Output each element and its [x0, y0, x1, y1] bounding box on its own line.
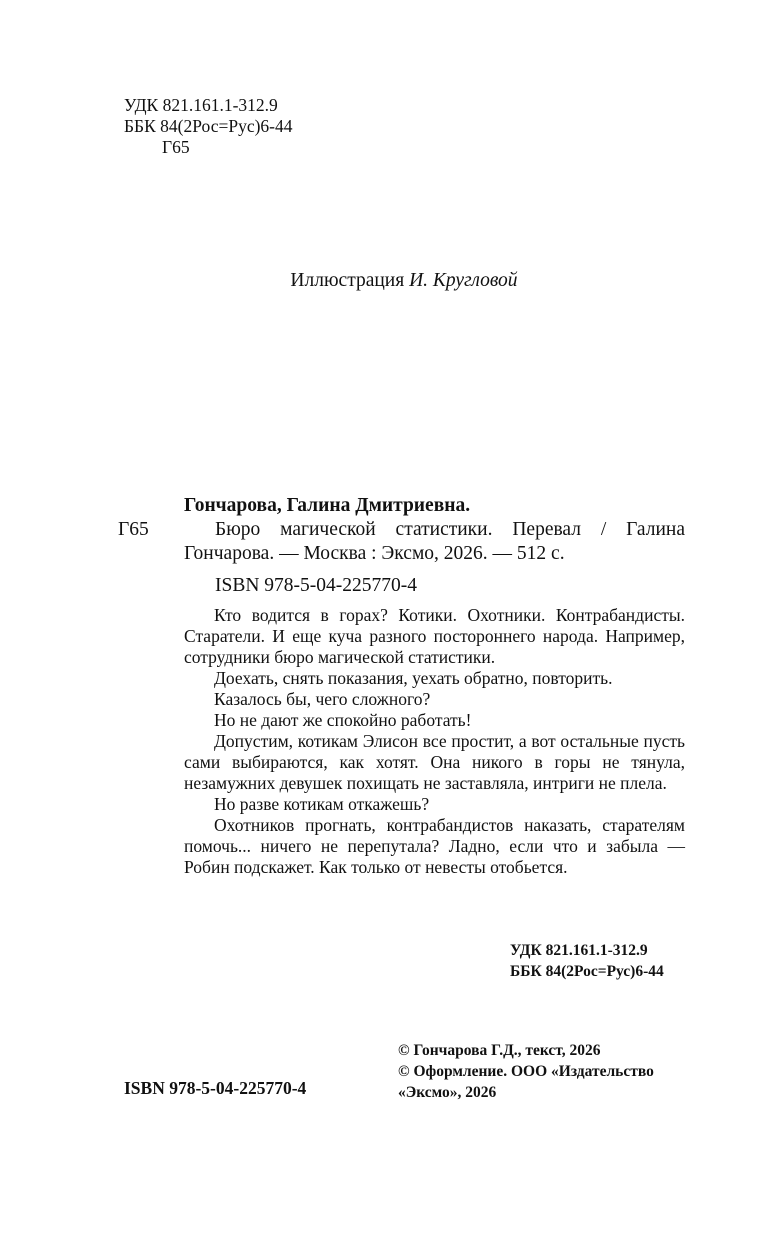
bib-title-line1: Бюро магической статистики. Перевал / Галина	[215, 519, 685, 540]
bib-title-line2: Гончарова. — Москва : Эксмо, 2026. — 512 с.	[184, 543, 565, 564]
annotation-paragraph: Допустим, котикам Элисон все простит, а вот остальные пусть сами выбираются, как хотят. Она никого в горы не тянула, незамужних девушек похищать не заставляла, интриги не плела.	[184, 731, 685, 793]
copyright-text: © Гончарова Г.Д., текст, 2026	[398, 1042, 601, 1059]
annotation-paragraph: Кто водится в горах? Котики. Охотники. Контрабандисты. Старатели. И еще куча разного постороннего народа. Например, сотрудники бюро магической статистики.	[184, 605, 685, 667]
top-author-mark: Г65	[162, 137, 190, 157]
bib-author-mark: Г65	[118, 519, 149, 540]
annotation-paragraph: Но не дают же спокойно работать!	[214, 710, 472, 730]
author-heading: Гончарова, Галина Дмитриевна.	[184, 495, 471, 516]
annotation-paragraph: Охотников прогнать, контрабандистов наказать, старателям помочь... ничего не перепутала? Ладно, если что и забыла — Робин подскажет. Как только от невесты отобьется.	[184, 815, 685, 877]
top-bbk: ББК 84(2Рос=Рус)6-44	[124, 116, 293, 136]
illustration-credit	[0, 269, 768, 293]
annotation-paragraph: Казалось бы, чего сложного?	[214, 689, 431, 709]
illustration-prefix: Иллюстрация	[290, 270, 410, 291]
annotation-paragraph: Но разве котикам откажешь?	[214, 794, 430, 814]
illustrator-name: И. Кругловой	[409, 270, 518, 291]
copyright-design: © Оформление. ООО «Издательство	[398, 1063, 654, 1080]
top-udk: УДК 821.161.1-312.9	[124, 95, 278, 115]
bottom-udk: УДК 821.161.1-312.9	[510, 942, 648, 959]
annotation	[184, 605, 685, 878]
top-codes	[124, 95, 384, 158]
copyright-block	[398, 1040, 728, 1103]
bottom-codes	[510, 940, 740, 982]
isbn-bottom: ISBN 978-5-04-225770-4	[124, 1078, 307, 1098]
copyright-design-cont: «Эксмо», 2026	[398, 1084, 497, 1101]
annotation-paragraph: Доехать, снять показания, уехать обратно, повторить.	[214, 668, 613, 688]
bib-isbn: ISBN 978-5-04-225770-4	[215, 575, 418, 596]
bottom-bbk: ББК 84(2Рос=Рус)6-44	[510, 963, 664, 980]
